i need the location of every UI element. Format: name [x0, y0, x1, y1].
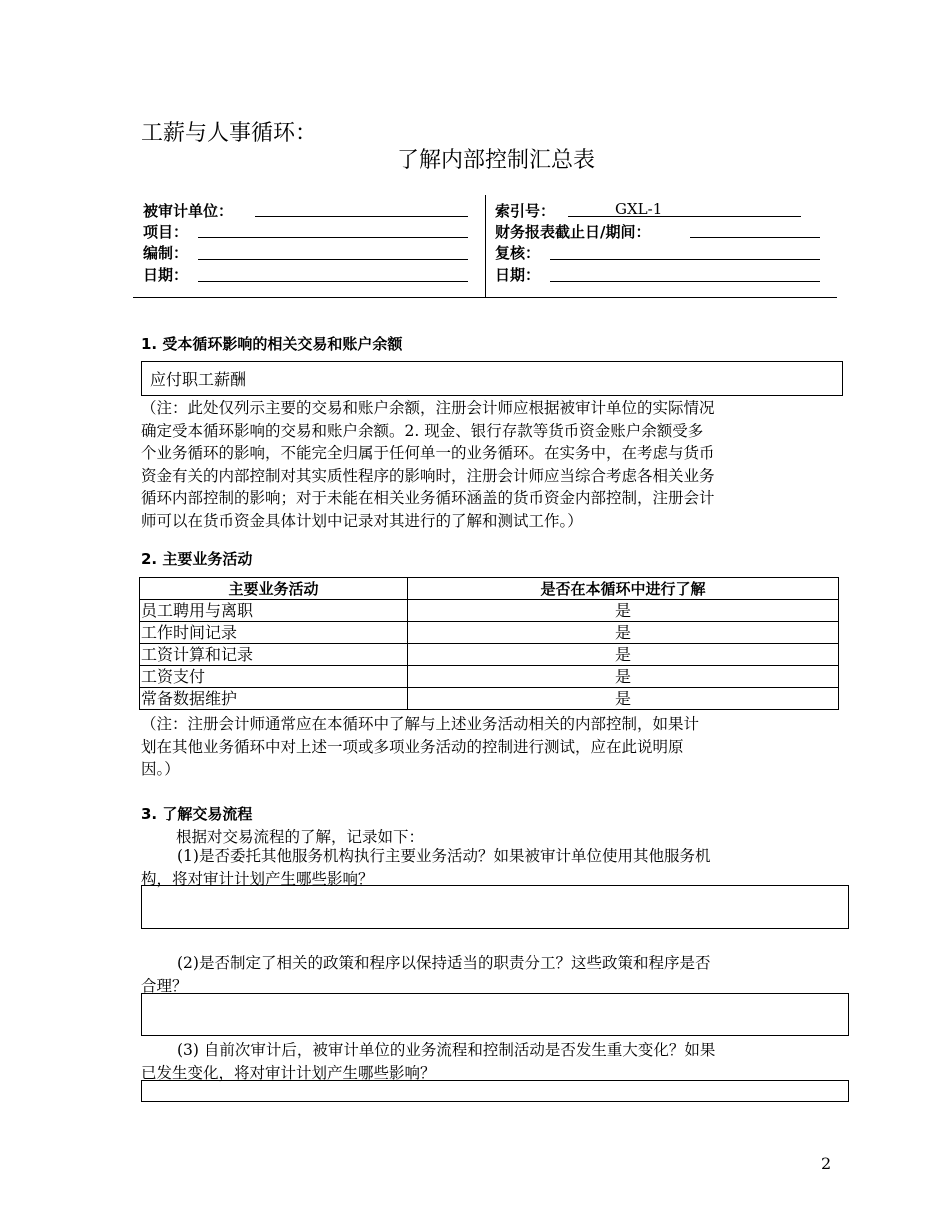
prepared-by-field[interactable] [198, 259, 468, 260]
table-row [140, 688, 839, 710]
answer-2-box[interactable] [141, 993, 849, 1036]
activities-table [139, 577, 839, 710]
reviewer-label: 复核： [495, 244, 541, 262]
question-2 [141, 952, 833, 997]
question-line: 已发生变化，将对审计计划产生哪些影响？ [141, 1063, 436, 1082]
answer-1-box[interactable] [141, 885, 849, 929]
activity-cell: 工资支付 [140, 666, 408, 688]
note-line: 资金有关的内部控制对其实质性程序的影响时，注册会计师应当综合考虑各相关业务 [141, 466, 715, 485]
section2-note [141, 713, 833, 781]
index-value: GXL-1 [615, 200, 663, 218]
auditee-field[interactable] [255, 216, 468, 217]
note-line: 确定受本循环影响的交易和账户余额。2. 现金、银行存款等货币资金账户余额受多 [141, 421, 704, 440]
info-bottom-rule [133, 297, 837, 298]
column-header-activity: 主要业务活动 [140, 578, 408, 600]
understood-cell[interactable]: 是 [408, 644, 839, 666]
activity-cell: 工资计算和记录 [140, 644, 408, 666]
section1-heading: 1. 受本循环影响的相关交易和账户余额 [141, 335, 403, 353]
section2-heading: 2. 主要业务活动 [141, 550, 253, 568]
index-label: 索引号： [495, 202, 556, 220]
note-line: （注：注册会计师通常应在本循环中了解与上述业务活动相关的内部控制，如果计 [141, 715, 700, 733]
question-line: 构，将对审计计划产生哪些影响？ [141, 869, 374, 888]
note-line: 循环内部控制的影响；对于未能在相关业务循环涵盖的货币资金内部控制，注册会计 [141, 489, 715, 507]
table-row [140, 666, 839, 688]
reviewer-field[interactable] [550, 259, 820, 260]
question-line: 合理？ [141, 976, 188, 995]
note-line: 师可以在货币资金具体计划中记录对其进行的了解和测试工作。） [141, 511, 583, 530]
period-field[interactable] [690, 237, 820, 238]
prepared-by-label: 编制： [143, 244, 189, 262]
note-line: 因。） [141, 760, 180, 778]
understood-cell[interactable]: 是 [408, 622, 839, 644]
cycle-title: 工薪与人事循环： [141, 121, 318, 146]
date-field-left[interactable] [198, 281, 468, 282]
info-divider [485, 195, 486, 298]
section3-intro: 根据对交易流程的了解，记录如下： [176, 828, 425, 846]
table-row [140, 644, 839, 666]
table-header-row [140, 578, 839, 600]
understood-cell[interactable]: 是 [408, 666, 839, 688]
account-box [141, 361, 843, 396]
question-line: (2)是否制定了相关的政策和程序以保持适当的职责分工？这些政策和程序是否 [177, 954, 711, 972]
table-row [140, 600, 839, 622]
table-row [140, 622, 839, 644]
date-label-right: 日期： [495, 266, 541, 284]
question-line: (1)是否委托其他服务机构执行主要业务活动？如果被审计单位使用其他服务机 [177, 847, 711, 865]
account-name: 应付职工薪酬 [150, 370, 247, 389]
project-label: 项目： [143, 223, 189, 241]
answer-3-box[interactable] [141, 1080, 849, 1102]
understood-cell[interactable]: 是 [408, 600, 839, 622]
auditee-label: 被审计单位： [143, 202, 234, 220]
column-header-understood: 是否在本循环中进行了解 [408, 578, 839, 600]
project-field[interactable] [198, 237, 468, 238]
page-number: 2 [821, 1154, 832, 1173]
question-line: (3) 自前次审计后，被审计单位的业务流程和控制活动是否发生重大变化？如果 [177, 1041, 716, 1059]
section1-note [141, 397, 833, 532]
question-3 [141, 1039, 833, 1084]
understood-cell[interactable]: 是 [408, 688, 839, 710]
period-label: 财务报表截止日/期间： [495, 223, 651, 241]
activity-cell: 员工聘用与离职 [140, 600, 408, 622]
activity-cell: 常备数据维护 [140, 688, 408, 710]
date-label-left: 日期： [143, 266, 189, 284]
section3-heading: 3. 了解交易流程 [141, 805, 253, 823]
activity-cell: 工作时间记录 [140, 622, 408, 644]
note-line: 个业务循环的影响，不能完全归属于任何单一的业务循环。在实务中，在考虑与货币 [141, 444, 715, 462]
note-line: （注：此处仅列示主要的交易和账户余额，注册会计师应根据被审计单位的实际情况 [141, 399, 715, 417]
date-field-right[interactable] [550, 281, 820, 282]
question-1 [141, 845, 833, 890]
index-field[interactable] [568, 216, 801, 217]
form-title: 了解内部控制汇总表 [397, 148, 596, 173]
note-line: 划在其他业务循环中对上述一项或多项业务活动的控制进行测试，应在此说明原 [141, 737, 684, 756]
